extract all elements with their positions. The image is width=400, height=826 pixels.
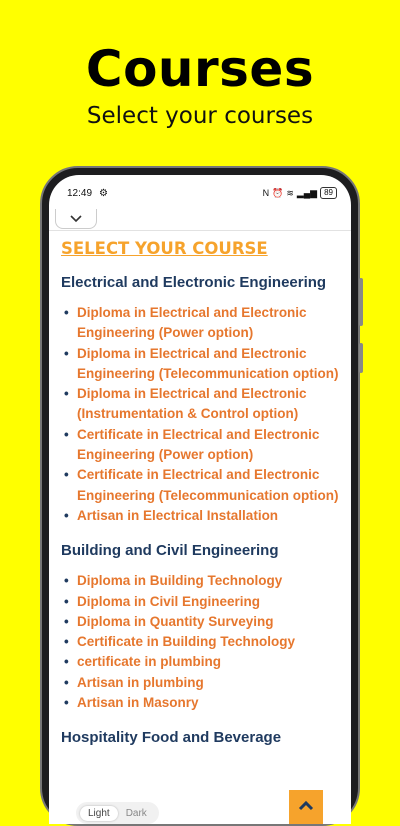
- toolbar: [49, 211, 351, 231]
- phone-screen: [49, 175, 351, 824]
- scroll-to-top-button[interactable]: [289, 790, 323, 824]
- wifi-icon: ≋: [286, 187, 294, 198]
- hero-subtitle: Select your courses: [86, 103, 314, 129]
- course-link[interactable]: • Artisan in plumbing: [77, 673, 341, 693]
- settings-icon: ⚙: [99, 187, 108, 199]
- course-list: [61, 303, 341, 526]
- page-heading: SELECT YOUR COURSE: [61, 239, 268, 258]
- battery-icon: 89: [320, 187, 337, 199]
- nfc-icon: N: [262, 188, 270, 198]
- course-link[interactable]: • Diploma in Quantity Surveying: [77, 612, 341, 632]
- course-link[interactable]: • Artisan in Masonry: [77, 693, 341, 713]
- collapse-toggle[interactable]: [55, 209, 97, 229]
- course-list: [61, 571, 341, 713]
- course-content: [49, 231, 351, 746]
- chevron-down-icon: [70, 212, 82, 226]
- status-bar: [49, 175, 351, 211]
- course-link[interactable]: • Diploma in Building Technology: [77, 571, 341, 591]
- hero-title: Courses: [85, 40, 315, 98]
- theme-toggle[interactable]: [76, 802, 159, 824]
- course-link[interactable]: • Certificate in Building Technology: [77, 632, 341, 652]
- alarm-icon: ⏰: [272, 187, 284, 198]
- course-link[interactable]: • certificate in plumbing: [77, 652, 341, 672]
- category-title: Electrical and Electronic Engineering: [61, 274, 327, 291]
- category-title: Hospitality Food and Beverage: [61, 729, 282, 747]
- phone-frame: [40, 166, 360, 826]
- volume-button: [359, 278, 363, 326]
- power-button: [359, 343, 363, 373]
- theme-light-option[interactable]: Light: [80, 806, 118, 821]
- course-link[interactable]: • Diploma in Civil Engineering: [77, 592, 341, 612]
- course-link[interactable]: • Certificate in Electrical and Electronic Engineering (Power option): [77, 425, 341, 466]
- course-link[interactable]: • Artisan in Electrical Installation: [77, 506, 341, 526]
- category-title: Building and Civil Engineering: [61, 542, 279, 560]
- status-time: 12:49: [67, 187, 93, 199]
- course-link[interactable]: • Diploma in Electrical and Electronic Engineering (Telecommunication option): [77, 344, 341, 385]
- course-link[interactable]: • Diploma in Electrical and Electronic Engineering (Power option): [77, 303, 341, 344]
- course-link[interactable]: • Diploma in Electrical and Electronic (Instrumentation & Control option): [77, 384, 341, 425]
- course-link[interactable]: • Certificate in Electrical and Electronic Engineering (Telecommunication option): [77, 465, 341, 506]
- chevron-up-icon: [298, 798, 314, 816]
- theme-dark-option[interactable]: Dark: [125, 807, 147, 819]
- signal-icon: ▂▄▆: [296, 187, 318, 198]
